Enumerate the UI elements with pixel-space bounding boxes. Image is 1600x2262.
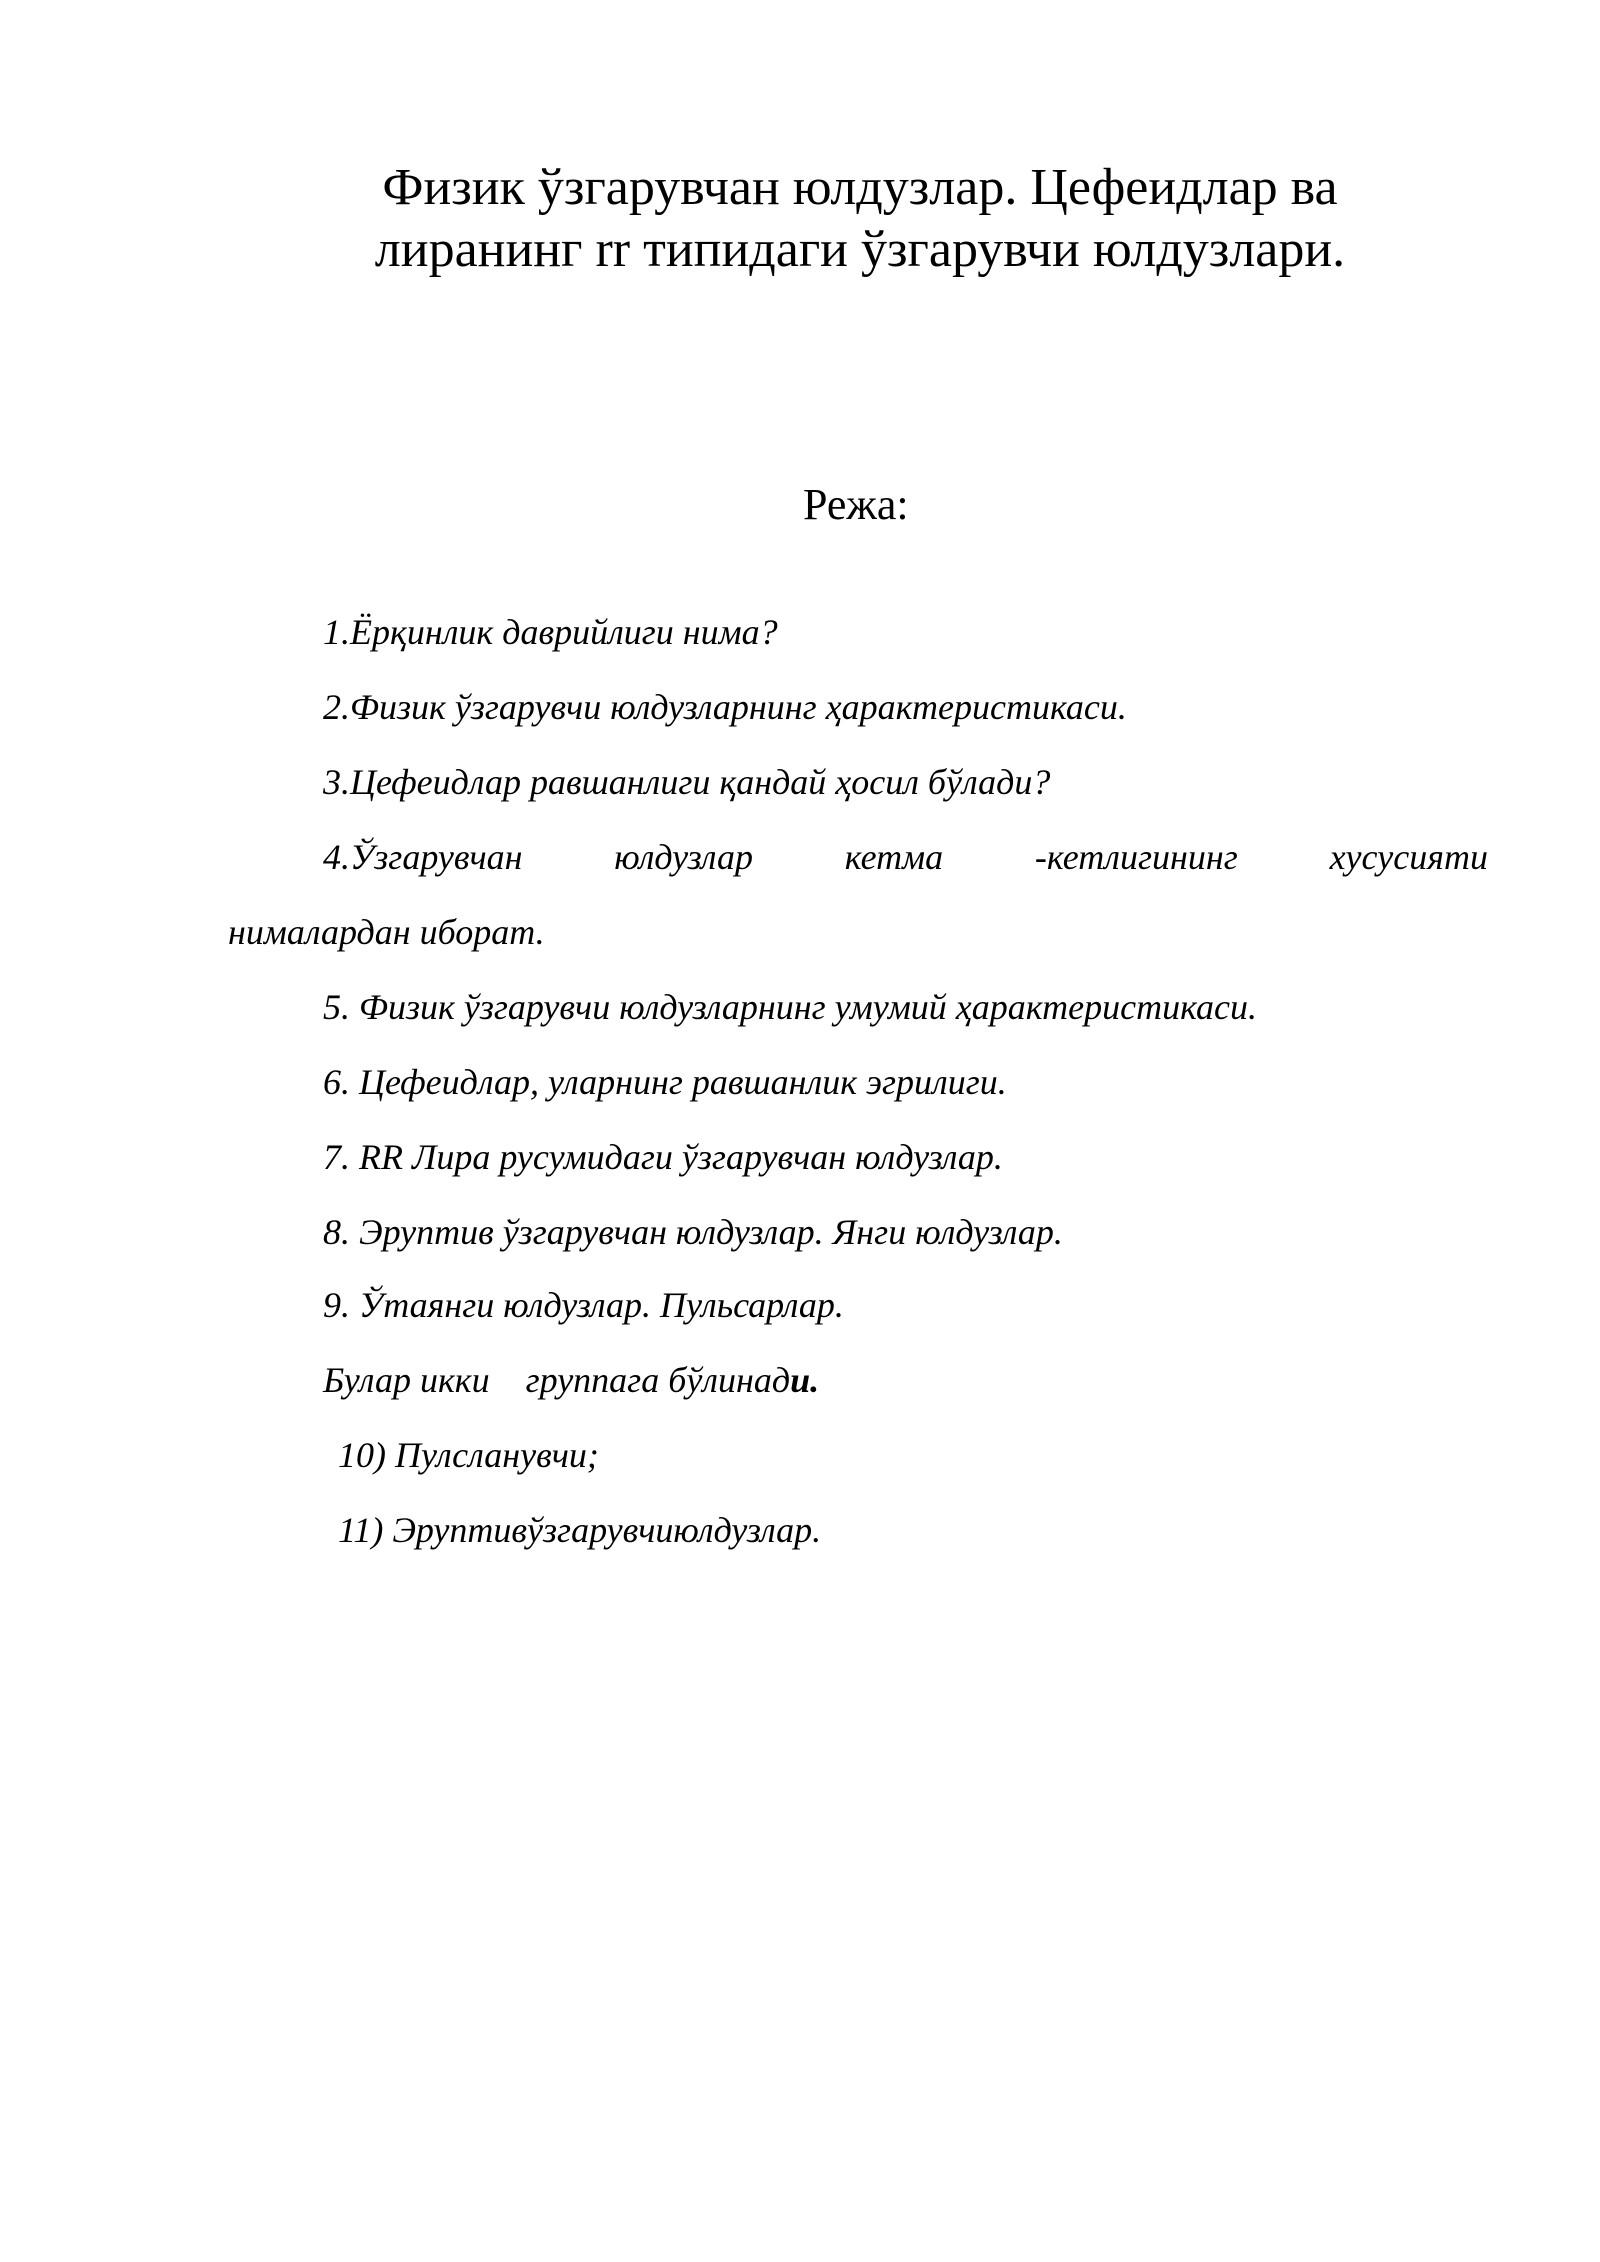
plan-item-4-line-2: нималардан иборат. [228,912,545,952]
plan-heading: Режа: [803,480,909,529]
plan-item-9: 9. Ўтаянги юлдузлар. Пульсарлар. [323,1285,844,1325]
group-item-1: 10) Пулсланувчи; [338,1435,599,1475]
plan-item-4-word: -кетлигининг [1034,837,1238,877]
groups-line-text: Булар икки группага бўлинад [323,1360,791,1400]
document-title-line-1: Физик ўзгарувчан юлдузлар. Цефеидлар ва [382,159,1338,216]
plan-item-4-word: кетма [844,837,944,877]
plan-item-1: 1.Ёрқинлик даврийлиги нима? [323,612,778,652]
document-title-line-2: лиранинг rr типидаги ўзгарувчи юлдузлари. [374,221,1346,278]
groups-line-bold-end: и. [790,1360,820,1400]
groups-line [323,1358,819,1402]
plan-item-4-word: юлдузлар [614,837,753,877]
plan-item-4-word: хусусияти [1329,837,1488,877]
plan-item-8: 8. Эруптив ўзгарувчан юлдузлар. Янги юлдузлар. [323,1212,1063,1252]
plan-item-4-line-1 [323,835,1488,879]
plan-item-2: 2.Физик ўзгарувчи юлдузларнинг ҳарактеристикаси. [323,687,1127,727]
plan-item-4-word: 4.Ўзгарувчан [323,837,523,877]
group-item-2: 11) Эруптивўзгарувчиюлдузлар. [338,1510,822,1550]
plan-item-6: 6. Цефеидлар, уларнинг равшанлик эгрилиги. [323,1062,1007,1102]
plan-item-7: 7. RR Лира русумидаги ўзгарувчан юлдузлар. [323,1137,1003,1177]
plan-item-3: 3.Цефеидлар равшанлиги қандай ҳосил бўлади? [323,762,1051,802]
plan-item-5: 5. Физик ўзгарувчи юлдузларнинг умумий ҳарактеристикаси. [323,987,1258,1027]
